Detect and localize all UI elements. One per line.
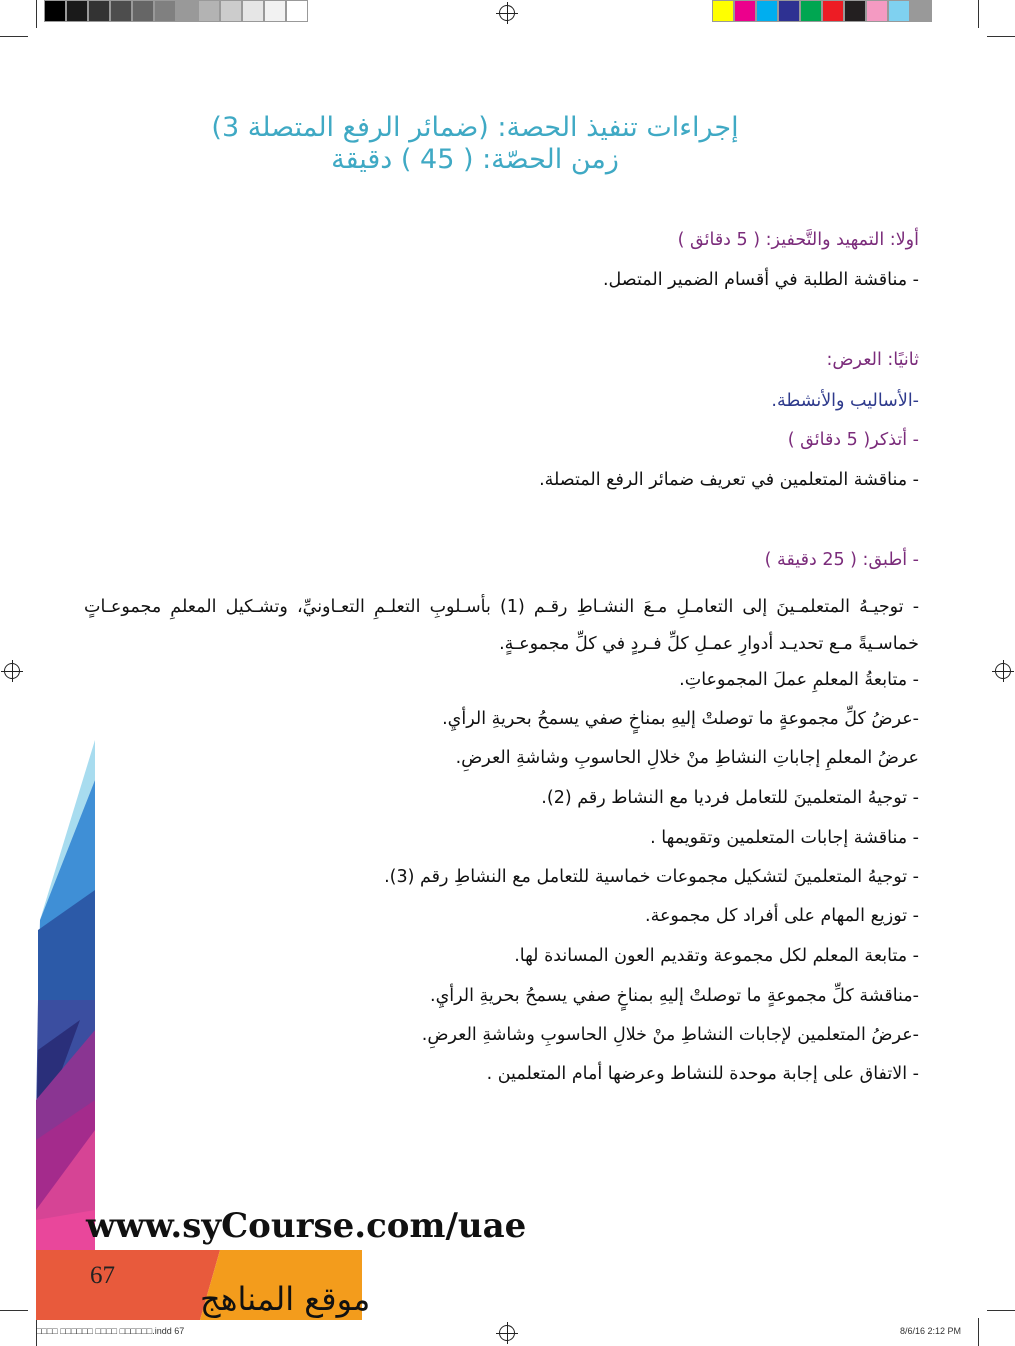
gray-swatch	[154, 0, 176, 22]
website-url: www.syCourse.com/uae	[86, 1206, 527, 1246]
color-swatch	[866, 0, 888, 22]
gray-swatch	[110, 0, 132, 22]
procedure-item: - توزيع المهام على أفراد كل مجموعة.	[645, 906, 919, 926]
gray-swatch	[286, 0, 308, 22]
apply-heading: - أطبق: ( 25 دقيقة )	[764, 550, 919, 570]
site-name: موقع المناهج	[200, 1280, 371, 1318]
print-date: 8/6/16 2:12 PM	[900, 1326, 962, 1336]
gray-swatch-bar	[44, 0, 308, 22]
gray-swatch	[88, 0, 110, 22]
gray-swatch	[220, 0, 242, 22]
crop-mark	[978, 1318, 979, 1346]
procedure-item: - متابعة المعلم لكل مجموعة وتقديم العون المساندة لها.	[514, 946, 919, 966]
section-warmup-heading: أولا: التمهيد والتَّحفيز: ( 5 دقائق )	[677, 230, 919, 250]
gray-swatch	[66, 0, 88, 22]
registration-mark-icon	[499, 5, 515, 21]
methods-heading: -الأساليب والأنشطة.	[771, 391, 919, 411]
color-swatch	[910, 0, 932, 22]
procedure-item: - توجيهُ المتعلمينَ لتشكيل مجموعات خماسية للتعامل مع النشاطِ رقم (3).	[384, 867, 919, 887]
procedure-item: عرضُ المعلمِ إجاباتِ النشاطِ منْ خلالِ الحاسوبِ وشاشةِ العرضِ.	[455, 748, 919, 768]
registration-mark-icon	[499, 1325, 515, 1341]
crop-mark	[36, 0, 37, 28]
crop-mark	[987, 36, 1015, 37]
procedure-item: - مناقشة المتعلمين في تعريف ضمائر الرفع المتصلة.	[539, 470, 919, 490]
registration-mark-icon	[995, 663, 1011, 679]
color-swatch	[734, 0, 756, 22]
indesign-file-name: □□□□ □□□□□□ □□□□ □□□□□□.indd 67	[36, 1326, 185, 1336]
lesson-title: إجراءات تنفيذ الحصة: (ضمائر الرفع المتصلة 3)	[211, 112, 739, 143]
gray-swatch	[132, 0, 154, 22]
color-swatch	[822, 0, 844, 22]
section-presentation-heading: ثانيًا: العرض:	[826, 350, 919, 370]
procedure-item: - مناقشة إجابات المتعلمين وتقويمها .	[650, 828, 919, 848]
crop-mark	[0, 36, 28, 37]
gray-swatch	[264, 0, 286, 22]
color-swatch	[756, 0, 778, 22]
registration-mark-icon	[4, 663, 20, 679]
remember-heading: - أتذكر( 5 دقائق )	[787, 430, 919, 450]
color-swatch	[844, 0, 866, 22]
gray-swatch	[242, 0, 264, 22]
procedure-item: - توجيـهُ المتعلمـينَ إلى التعامـلِ مـعَ النشـاطِ رقـم (1) بأسـلوبِ التعلـمِ التعـاونيِّ، وتشـكيل المعلمِ مجموعـاتٍ خماسـيةً مـع تحديـد أدوارِ عمـلِ كلِّ فـردٍ في كلِّ مجموعـةٍ.	[84, 597, 920, 654]
crop-mark	[987, 1310, 1015, 1311]
gray-swatch	[176, 0, 198, 22]
procedure-item: -عرضُ كلِّ مجموعةٍ ما توصلتْ إليهِ بمناخٍ صفي يسمحُ بحريةِ الرأيِ.	[442, 709, 919, 729]
procedure-item: - مناقشة الطلبة في أقسام الضمير المتصل.	[602, 270, 919, 290]
procedure-item: - توجيهُ المتعلمينَ للتعامل فرديا مع النشاط رقم (2).	[541, 788, 919, 808]
crop-mark	[978, 0, 979, 28]
color-swatch	[800, 0, 822, 22]
procedure-item: - الاتفاق على إجابة موحدة للنشاط وعرضها أمام المتعلمين .	[486, 1064, 919, 1084]
gray-swatch	[198, 0, 220, 22]
color-swatch	[888, 0, 910, 22]
color-swatch-bar	[712, 0, 932, 22]
gray-swatch	[44, 0, 66, 22]
color-swatch	[778, 0, 800, 22]
color-swatch	[712, 0, 734, 22]
procedure-item: - متابعةُ المعلمِ عملَ المجموعاتِ.	[679, 670, 919, 690]
page-number: 67	[90, 1262, 115, 1289]
lesson-duration: زمن الحصّة: ( 45 ) دقيقة	[331, 144, 619, 175]
procedure-item: -مناقشة كلِّ مجموعةٍ ما توصلتْ إليهِ بمناخٍ صفي يسمحُ بحريةِ الرأيِ.	[430, 986, 919, 1006]
procedure-item: -عرضُ المتعلمين لإجابات النشاطِ منْ خلالِ الحاسوبِ وشاشةِ العرضِ.	[421, 1025, 919, 1045]
